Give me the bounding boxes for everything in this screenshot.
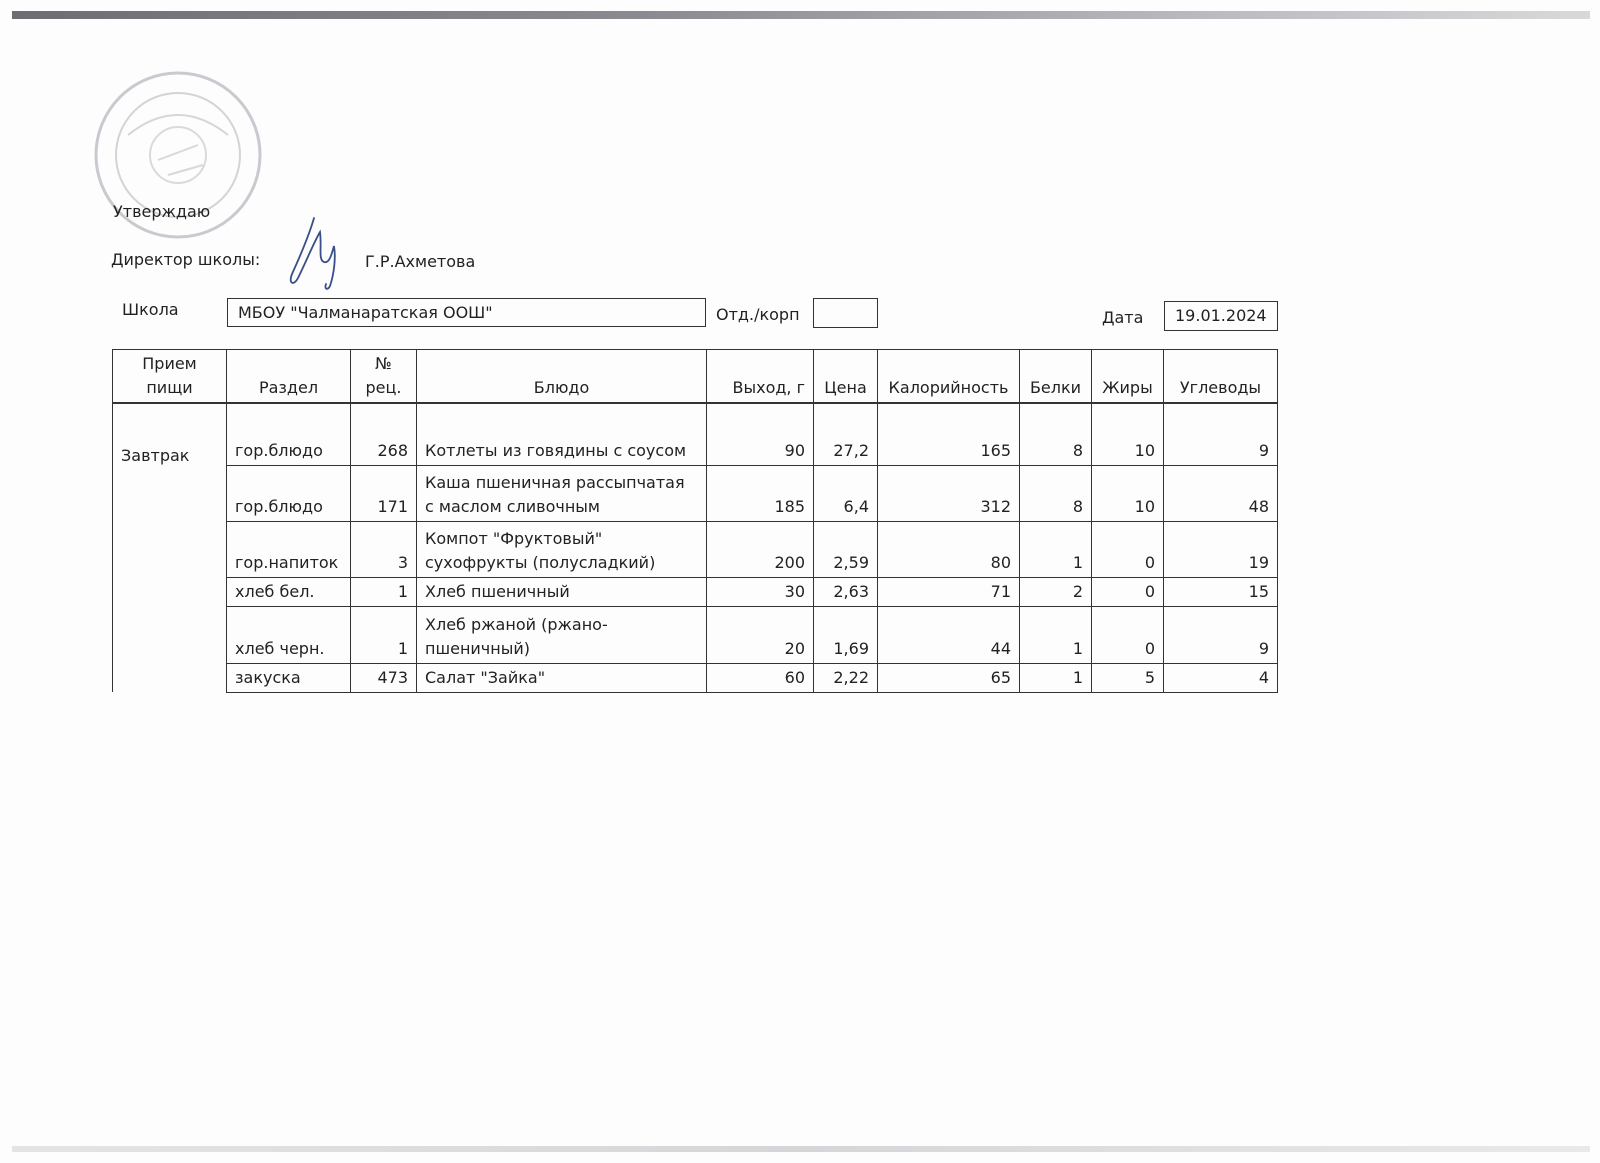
dish-cell: Хлеб пшеничный [417,577,707,606]
col-carbs: Углеводы [1164,350,1278,404]
branch-label: Отд./корп [716,305,800,324]
price-cell: 6,4 [814,465,878,521]
col-calories: Калорийность [878,350,1020,404]
calories-cell: 44 [878,606,1020,663]
meal-cell: Завтрак [113,403,227,692]
protein-cell: 8 [1020,403,1092,465]
section-cell: хлеб черн. [227,606,351,663]
protein-cell: 8 [1020,465,1092,521]
recipe-cell: 473 [351,663,417,692]
section-cell: гор.блюдо [227,465,351,521]
director-signature [284,212,354,292]
scan-edge-bottom [12,1146,1590,1152]
protein-cell: 1 [1020,606,1092,663]
col-protein: Белки [1020,350,1092,404]
fat-cell: 0 [1092,577,1164,606]
protein-cell: 1 [1020,521,1092,577]
director-label: Директор школы: [111,250,261,269]
carbs-cell: 19 [1164,521,1278,577]
carbs-cell: 9 [1164,606,1278,663]
yield-cell: 60 [707,663,814,692]
table-row [113,403,1278,465]
branch-field[interactable] [813,298,878,328]
dish-cell: Компот "Фруктовый" сухофрукты (полусладкий) [417,521,707,577]
fat-cell: 0 [1092,521,1164,577]
scan-edge-top [12,11,1590,19]
col-fat: Жиры [1092,350,1164,404]
price-cell: 27,2 [814,403,878,465]
table-row [113,577,1278,606]
protein-cell: 1 [1020,663,1092,692]
school-label: Школа [122,300,179,319]
col-section: Раздел [227,350,351,404]
table-row [113,663,1278,692]
recipe-cell: 1 [351,577,417,606]
price-cell: 2,22 [814,663,878,692]
section-cell: хлеб бел. [227,577,351,606]
col-yield: Выход, г [707,350,814,404]
dish-cell: Салат "Зайка" [417,663,707,692]
fat-cell: 0 [1092,606,1164,663]
price-cell: 1,69 [814,606,878,663]
date-field[interactable]: 19.01.2024 [1164,301,1278,331]
school-field[interactable]: МБОУ "Чалманаратская ООШ" [227,298,706,327]
calories-cell: 80 [878,521,1020,577]
calories-cell: 65 [878,663,1020,692]
recipe-cell: 171 [351,465,417,521]
dish-cell: Каша пшеничная рассыпчатая с маслом сливочным [417,465,707,521]
yield-cell: 30 [707,577,814,606]
calories-cell: 165 [878,403,1020,465]
carbs-cell: 48 [1164,465,1278,521]
fat-cell: 10 [1092,403,1164,465]
col-recipe: № рец. [351,350,417,404]
price-cell: 2,59 [814,521,878,577]
table-row [113,465,1278,521]
price-cell: 2,63 [814,577,878,606]
table-row [113,521,1278,577]
col-dish: Блюдо [417,350,707,404]
col-meal: Прием пищи [113,350,227,404]
recipe-cell: 268 [351,403,417,465]
approve-label: Утверждаю [113,202,211,221]
director-name: Г.Р.Ахметова [365,252,476,271]
date-label: Дата [1102,308,1144,327]
fat-cell: 10 [1092,465,1164,521]
protein-cell: 2 [1020,577,1092,606]
recipe-cell: 3 [351,521,417,577]
section-cell: закуска [227,663,351,692]
yield-cell: 200 [707,521,814,577]
table-row [113,606,1278,663]
yield-cell: 20 [707,606,814,663]
carbs-cell: 9 [1164,403,1278,465]
calories-cell: 71 [878,577,1020,606]
yield-cell: 185 [707,465,814,521]
menu-table [112,349,1278,693]
section-cell: гор.напиток [227,521,351,577]
dish-cell: Котлеты из говядины с соусом [417,403,707,465]
table-header-row [113,350,1278,404]
yield-cell: 90 [707,403,814,465]
col-price: Цена [814,350,878,404]
carbs-cell: 4 [1164,663,1278,692]
calories-cell: 312 [878,465,1020,521]
carbs-cell: 15 [1164,577,1278,606]
recipe-cell: 1 [351,606,417,663]
dish-cell: Хлеб ржаной (ржано-пшеничный) [417,606,707,663]
fat-cell: 5 [1092,663,1164,692]
section-cell: гор.блюдо [227,403,351,465]
